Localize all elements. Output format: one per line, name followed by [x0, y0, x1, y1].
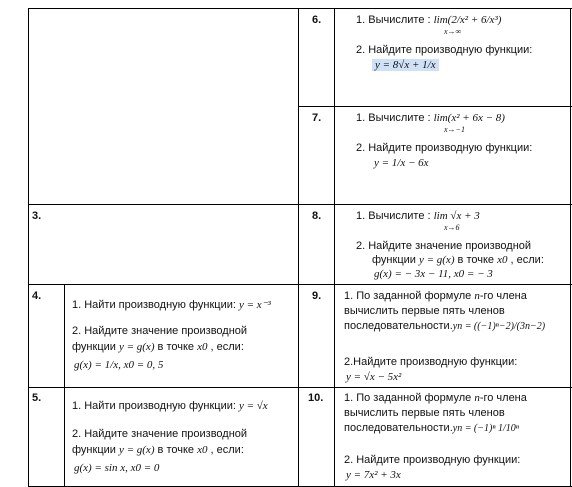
formula: y = 7x² + 3x: [346, 469, 401, 481]
row-number: 7.: [312, 112, 322, 124]
table-border-right: [570, 8, 571, 487]
task-text: [372, 254, 544, 266]
formula: y = √x − 5x²: [346, 371, 402, 383]
task-label: , если:: [207, 341, 244, 353]
task-text: 2. Найдите значение производной: [72, 325, 248, 337]
row-number: 10.: [308, 392, 324, 404]
task-label: функции: [72, 341, 119, 353]
task-text: [344, 392, 527, 404]
limit-subscript: x→∞: [444, 27, 462, 36]
task-text: [72, 444, 244, 456]
formula: y = x⁻³: [238, 299, 271, 311]
task-label: последовательности.: [344, 320, 453, 332]
task-text: 2. Найдите производную функции:: [356, 44, 533, 56]
task-text: 2. Найдите значение производной: [72, 428, 248, 440]
row-number: 9.: [312, 290, 322, 302]
task-text: вычислить первые пять членов: [344, 305, 505, 317]
limit-subscript: x→−1: [444, 125, 465, 134]
task-label: -го члена: [479, 290, 527, 302]
task-label: 1. По заданной формуле: [344, 392, 475, 404]
task-text: 2. Найдите производную функции:: [356, 142, 533, 154]
formula: x0: [497, 254, 508, 266]
task-text: 2.Найдите производную функции:: [344, 356, 518, 368]
task-label: функции: [72, 444, 119, 456]
formula: y = 1/x − 6x: [374, 157, 429, 169]
formula: g(x) = 1/x, x0 = 0, 5: [74, 359, 164, 371]
task-text: [72, 298, 271, 311]
task-label: 1. Вычислите :: [356, 210, 434, 222]
task-text: [72, 341, 244, 353]
table-col-divider-left-inner: [64, 284, 65, 487]
formula: y = g(x): [118, 341, 155, 353]
row-number: 8.: [312, 210, 322, 222]
formula: y = 8√x + 1/x: [372, 59, 439, 71]
task-label: -го члена: [479, 392, 527, 404]
task-text: [356, 210, 480, 222]
task-text: [72, 400, 268, 412]
row-number: 5.: [32, 392, 42, 404]
formula: yn = (−1)ⁿ 1/10ⁿ: [452, 423, 519, 434]
task-text: вычислить первые пять членов: [344, 407, 505, 419]
formula: y = g(x): [418, 254, 455, 266]
row-number: 6.: [312, 14, 322, 26]
task-label: в точке: [454, 254, 498, 266]
task-text: [356, 112, 505, 124]
formula: n: [474, 392, 480, 404]
table-col-divider-2: [334, 8, 335, 487]
formula: x0: [197, 341, 208, 353]
task-label: , если:: [507, 254, 544, 266]
row-divider-9-10: [28, 387, 572, 388]
formula: g(x) = sin x, x0 = 0: [74, 462, 160, 474]
task-text: [344, 320, 545, 332]
formula: x0: [197, 444, 208, 456]
table-border-left: [28, 8, 29, 487]
formula: n: [474, 290, 480, 302]
task-label: 1. Вычислите :: [356, 112, 434, 124]
task-label: последовательности.: [344, 422, 453, 434]
formula: y = √x: [238, 400, 268, 412]
row-divider-8-9: [28, 284, 572, 285]
task-text: [344, 290, 527, 302]
task-text: 2. Найдите производную функции:: [344, 454, 521, 466]
task-label: , если:: [207, 444, 244, 456]
formula: lim(2/x² + 6/x³): [433, 14, 502, 26]
row-number: 3.: [32, 210, 42, 222]
formula: lim(x² + 6x − 8): [433, 112, 505, 124]
row-number: 4.: [32, 290, 42, 302]
formula: g(x) = − 3x − 11, x0 = − 3: [374, 268, 493, 280]
table-border-top: [28, 8, 572, 9]
task-label: в точке: [154, 444, 198, 456]
formula: yn = ((−1)ⁿ−2)/(3n−2): [452, 321, 546, 332]
task-label: 1. Найти производную функции:: [72, 299, 239, 311]
task-text: [344, 422, 519, 434]
row-divider-7-8: [28, 204, 572, 205]
formula: y = g(x): [118, 444, 155, 456]
task-label: функции: [372, 254, 416, 266]
table-col-divider-1: [298, 8, 299, 487]
task-label: 1. Найти производную функции:: [72, 400, 239, 412]
task-label: 1. Вычислите :: [356, 14, 434, 26]
row-divider-6-7: [298, 106, 572, 107]
formula: lim √x + 3: [433, 210, 480, 222]
task-text: [356, 14, 501, 26]
task-label: в точке: [154, 341, 198, 353]
task-label: 1. По заданной формуле: [344, 290, 475, 302]
limit-subscript: x→6: [444, 223, 460, 232]
task-text: 2. Найдите значение производной: [356, 240, 532, 252]
